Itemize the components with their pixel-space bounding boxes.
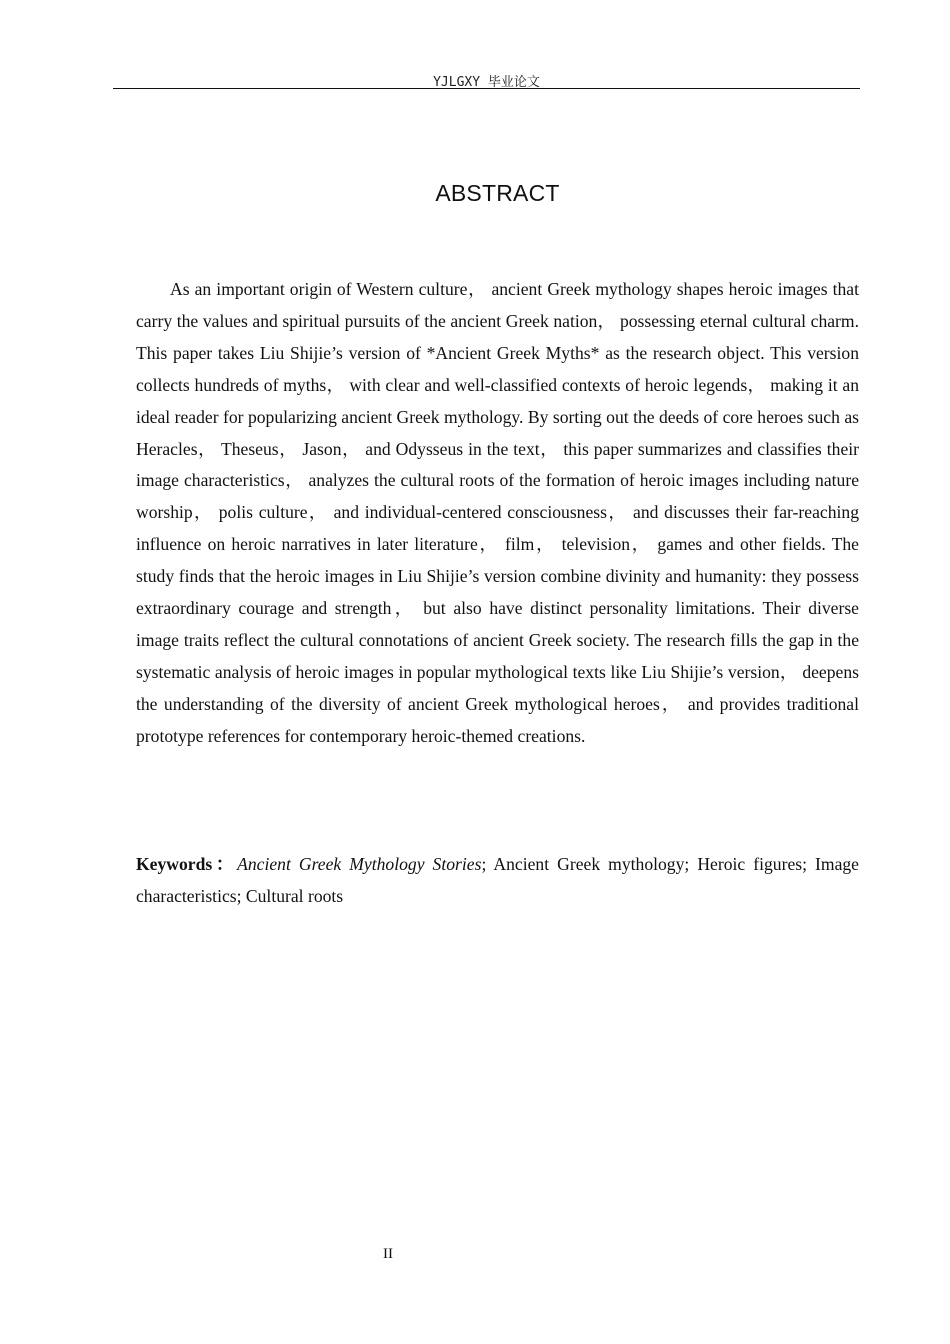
running-header [113, 70, 860, 89]
abstract-heading: ABSTRACT [435, 180, 560, 206]
keywords-label: Keywords： [136, 854, 238, 874]
page-number: II [383, 1246, 393, 1262]
keywords-list: ; Ancient Greek mythology; Heroic figures; Image characteristics; Cultural roots [136, 854, 859, 906]
keyword-book-title: Ancient Greek Mythology Stories [237, 854, 482, 874]
abstract-body: As an important origin of Western culture， ancient Greek mythology shapes heroic images that carry the values and spiritual pursuits of the ancient Greek nation， possessing eternal cultural charm. This paper takes Liu Shijie’s version of *Ancient Greek Myths* as the research object. This version collects hundreds of myths， with clear and well-classified contexts of heroic legends， making it an ideal reader for popularizing ancient Greek mythology. By sorting out the deeds of core heroes such as Heracles， Theseus， Jason， and Odysseus in the text， this paper summarizes and classifies their image characteristics， analyzes the cultural roots of the formation of heroic images including nature worship， polis culture， and individual-centered consciousness， and discusses their far-reaching influence on heroic narratives in later literature， film， television， games and other fields. The study finds that the heroic images in Liu Shijie’s version combine divinity and humanity: they possess extraordinary courage and strength， but also have distinct personality limitations. Their diverse image traits reflect the cultural connotations of ancient Greek society. The research fills the gap in the systematic analysis of heroic images in popular mythological texts like Liu Shijie’s version， deepens the understanding of the diversity of ancient Greek mythological heroes， and provides traditional prototype references for contemporary heroic-themed creations. [136, 279, 859, 746]
keywords-line [136, 849, 859, 912]
running-header-title: YJLGXY 毕业论文 [433, 75, 540, 90]
